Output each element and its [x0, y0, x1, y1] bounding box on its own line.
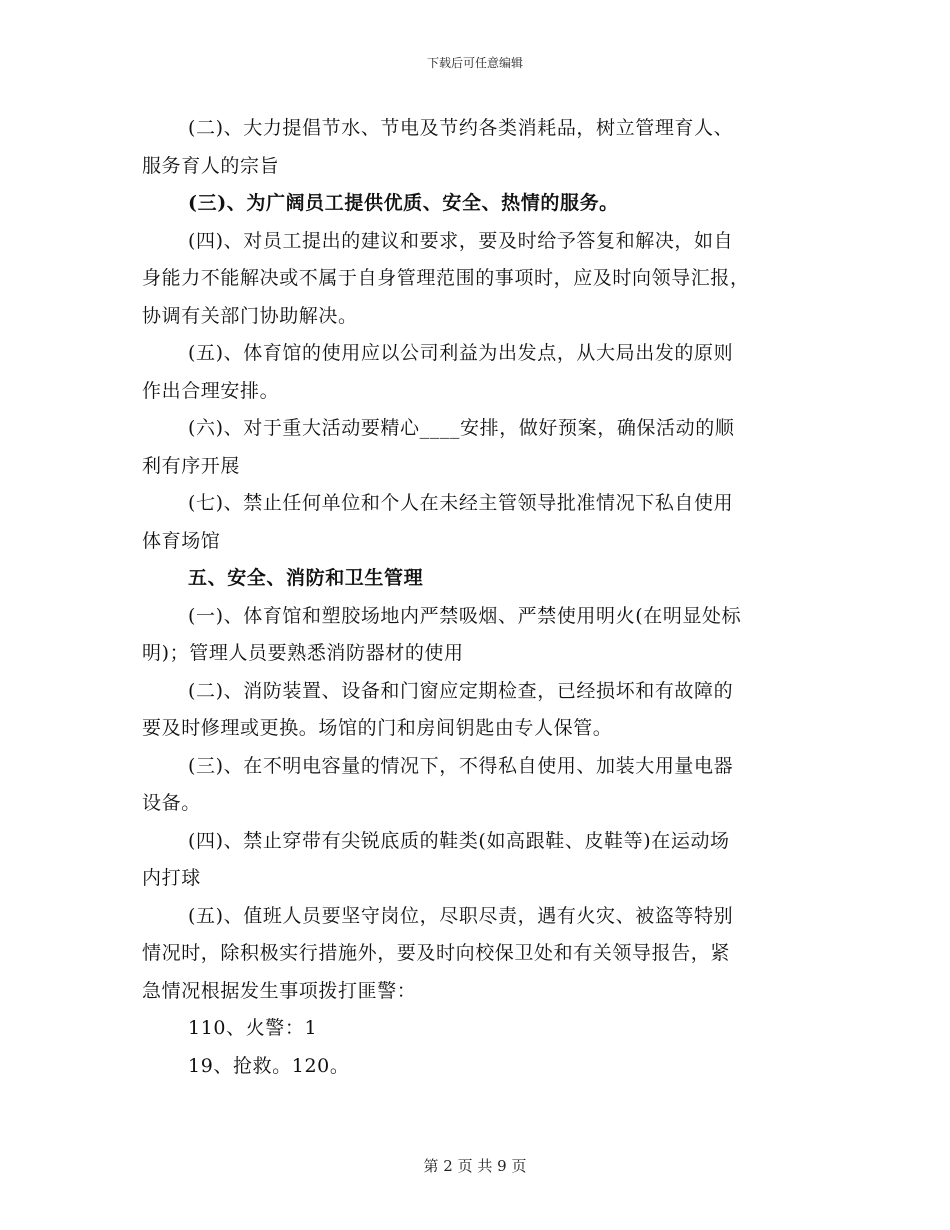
paragraph-line: 明)；管理人员要熟悉消防器材的使用 — [142, 642, 464, 664]
paragraph-line: 服务育人的宗旨 — [142, 154, 280, 177]
paragraph-line: 急情况根据发生事项拨打匪警： — [142, 979, 417, 1002]
paragraph-line: 协调有关部门协助解决。 — [142, 304, 358, 327]
paragraph-line: 110、火警：1 — [188, 1017, 318, 1039]
section-heading: 五、安全、消防和卫生管理 — [188, 567, 424, 589]
paragraph-line-bold: (三)、为广阔员工提供优质、安全、热情的服务。 — [188, 192, 619, 214]
paragraph-line: (二)、大力提倡节水、节电及节约各类消耗品，树立管理育人、 — [188, 117, 734, 139]
paragraph-line: 作出合理安排。 — [142, 379, 280, 402]
paragraph-line: (七)、禁止任何单位和个人在未经主管领导批准情况下私自使用 — [188, 492, 734, 514]
paragraph-line: 要及时修理或更换。场馆的门和房间钥匙由专人保管。 — [142, 717, 613, 739]
paragraph-line: (四)、禁止穿带有尖锐底质的鞋类(如高跟鞋、皮鞋等)在运动场 — [188, 829, 730, 852]
paragraph-line: 利有序开展 — [142, 454, 241, 477]
paragraph-line: (五)、体育馆的使用应以公司利益为出发点，从大局出发的原则 — [188, 342, 734, 364]
paragraph-line: (三)、在不明电容量的情况下，不得私自使用、加装大用量电器 — [188, 754, 734, 777]
paragraph-line: (四)、对员工提出的建议和要求，要及时给予答复和解决，如自 — [188, 229, 734, 252]
paragraph-line: (二)、消防装置、设备和门窗应定期检查，已经损坏和有故障的 — [188, 679, 734, 702]
paragraph-line: 内打球 — [142, 867, 201, 889]
paragraph-line: 体育场馆 — [142, 529, 221, 552]
paragraph-line: (五)、值班人员要坚守岗位，尽职尽责，遇有火灾、被盗等特别 — [188, 904, 734, 927]
page-header-note: 下载后可任意编辑 — [426, 56, 523, 70]
document-body — [142, 110, 802, 1085]
paragraph-line: 情况时，除积极实行措施外，要及时向校保卫处和有关领导报告，紧 — [142, 942, 731, 964]
page-number: 第 2 页 共 9 页 — [423, 1157, 527, 1175]
paragraph-line: 19、抢救。120。 — [188, 1054, 350, 1077]
paragraph-line: 身能力不能解决或不属于自身管理范围的事项时，应及时向领导汇报， — [142, 267, 750, 289]
paragraph-line: 设备。 — [142, 792, 201, 814]
paragraph-line: (一)、体育馆和塑胶场地内严禁吸烟、严禁使用明火(在明显处标 — [188, 604, 742, 627]
paragraph-line: (六)、对于重大活动要精心____安排，做好预案，确保活动的顺 — [188, 417, 735, 439]
